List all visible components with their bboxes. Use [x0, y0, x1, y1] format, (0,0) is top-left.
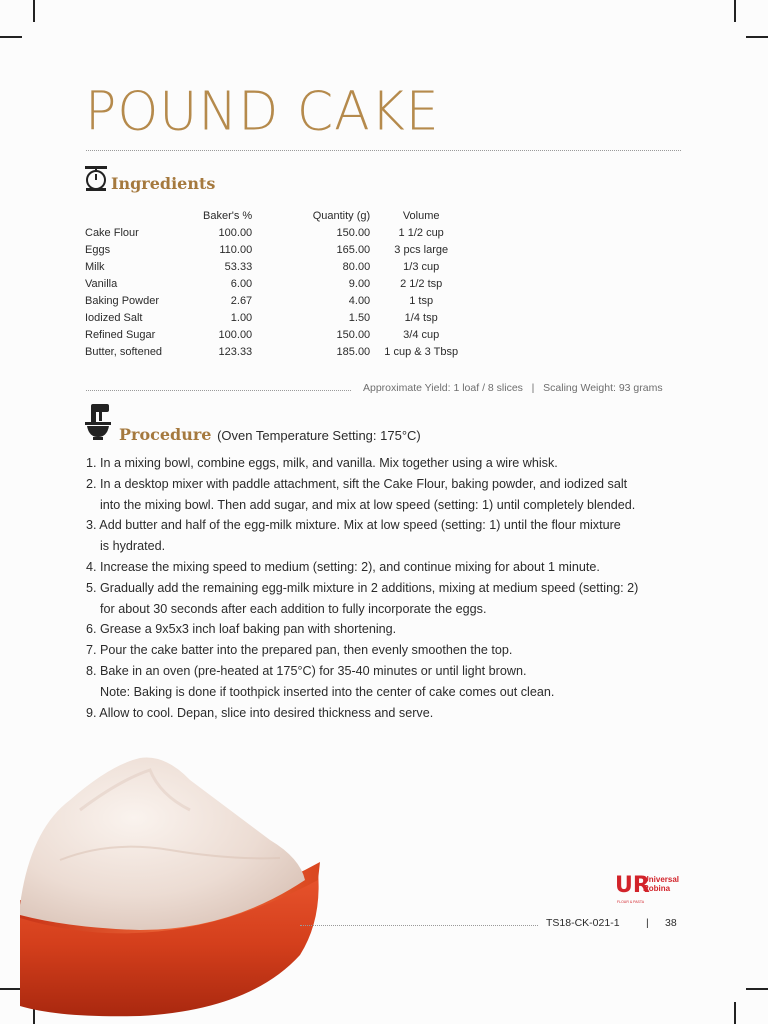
table-cell: 100.00: [218, 226, 253, 239]
table-cell: 2 1/2 tsp: [400, 277, 443, 290]
yield-info: Approximate Yield: 1 loaf / 8 slices | Scaling Weight: 93 grams: [363, 382, 663, 394]
page-title: POUND CAKE: [85, 81, 440, 143]
table-cell: 53.33: [224, 260, 253, 273]
step-line: 7. Pour the cake batter into the prepared pan, then evenly smoothen the top.: [86, 643, 513, 658]
table-cell: 150.00: [336, 226, 371, 239]
ingredients-heading: Ingredients: [111, 174, 216, 193]
step-line: 9. Allow to cool. Depan, slice into desired thickness and serve.: [86, 705, 434, 720]
table-row: [85, 309, 466, 326]
table-cell: Cake Flour: [85, 226, 139, 239]
crop-mark: [0, 36, 22, 38]
table-cell: 1 1/2 cup: [398, 226, 444, 239]
table-cell: Eggs: [85, 243, 111, 256]
logo-mark: UR: [615, 873, 650, 898]
scale-icon: [84, 165, 108, 191]
step-line: 6. Grease a 9x5x3 inch loaf baking pan with shortening.: [86, 622, 397, 637]
step-line: 3. Add butter and half of the egg-milk mixture. Mix at low speed (setting: 1) until the flour mixture: [86, 518, 621, 533]
footer-divider: [300, 925, 538, 926]
table-cell: 1/4 tsp: [404, 311, 438, 324]
page-number: 38: [665, 917, 677, 929]
table-cell: 3/4 cup: [403, 328, 440, 341]
table-cell: 123.33: [218, 345, 253, 358]
crop-mark: [746, 988, 768, 990]
table-cell: 110.00: [219, 243, 253, 256]
table-cell: 80.00: [342, 260, 371, 273]
crop-mark: [33, 0, 35, 22]
step-line: 4. Increase the mixing speed to medium (setting: 2), and continue mixing for about 1 minute.: [86, 559, 600, 574]
step-line: 5. Gradually add the remaining egg-milk mixture in 2 additions, mixing at medium speed (setting: 2): [86, 580, 639, 595]
logo-sub: FLOUR & PASTA: [617, 900, 645, 904]
table-cell: Vanilla: [85, 277, 118, 290]
table-row: [85, 258, 466, 275]
flour-bowl-image: [0, 740, 340, 1024]
crop-mark: [746, 36, 768, 38]
table-cell: 1.50: [348, 311, 371, 324]
step-line: 2. In a desktop mixer with paddle attachment, sift the Cake Flour, baking powder, and iodized salt: [86, 476, 628, 491]
crop-mark: [734, 0, 736, 22]
table-row: [85, 292, 466, 309]
table-cell: 1.00: [230, 311, 253, 324]
table-row: [85, 241, 466, 258]
column-header: Baker's %: [203, 209, 253, 222]
table-cell: 150.00: [336, 328, 371, 341]
procedure-title: Procedure: [119, 425, 212, 444]
table-cell: 1 tsp: [409, 294, 434, 307]
table-cell: 4.00: [348, 294, 371, 307]
table-cell: Butter, softened: [85, 345, 163, 358]
table-cell: 165.00: [336, 243, 371, 256]
crop-mark: [734, 1002, 736, 1024]
table-cell: 185.00: [336, 345, 371, 358]
document-code: TS18-CK-021-1: [546, 917, 620, 929]
column-header: Quantity (g): [312, 209, 371, 222]
column-header: Volume: [402, 209, 440, 222]
ingredients-table: [85, 207, 466, 360]
table-cell: 1/3 cup: [403, 260, 440, 273]
title-divider: [86, 150, 681, 151]
table-cell: 9.00: [348, 277, 371, 290]
step-line: into the mixing bowl. Then add sugar, and mix at low speed (setting: 1) until completely blended.: [100, 497, 636, 512]
step-line: 1. In a mixing bowl, combine eggs, milk, and vanilla. Mix together using a wire whisk.: [86, 456, 558, 470]
table-row: [85, 343, 466, 360]
step-line: Note: Baking is done if toothpick inserted into the center of cake comes out clean.: [100, 684, 555, 699]
logo-line-2: Robina: [643, 884, 671, 893]
mixer-icon: [85, 404, 111, 440]
table-header-row: [85, 207, 466, 224]
table-cell: 3 pcs large: [394, 243, 449, 256]
step-line: 8. Bake in an oven (pre-heated at 175°C) for 35-40 minutes or until light brown.: [86, 663, 527, 678]
table-cell: 2.67: [230, 294, 253, 307]
table-cell: Milk: [85, 260, 105, 273]
table-cell: 1 cup & 3 Tbsp: [384, 345, 459, 358]
table-cell: Iodized Salt: [85, 311, 143, 324]
footer-separator: |: [646, 917, 649, 929]
step-line: for about 30 seconds after each addition to fully incorporate the eggs.: [100, 601, 487, 616]
oven-temperature: (Oven Temperature Setting: 175°C): [217, 428, 421, 443]
procedure-heading: [119, 425, 421, 444]
table-cell: Refined Sugar: [85, 328, 156, 341]
table-cell: 6.00: [230, 277, 253, 290]
universal-robina-logo: [615, 870, 685, 911]
table-row: [85, 326, 466, 343]
logo-line-1: Universal: [643, 875, 680, 884]
procedure-steps: [86, 453, 706, 723]
table-row: [85, 224, 466, 241]
table-cell: 100.00: [218, 328, 253, 341]
table-row: [85, 275, 466, 292]
yield-divider: [86, 390, 351, 391]
column-header-ingredient: [85, 207, 203, 224]
table-cell: Baking Powder: [85, 294, 159, 307]
step-line: is hydrated.: [100, 539, 166, 554]
